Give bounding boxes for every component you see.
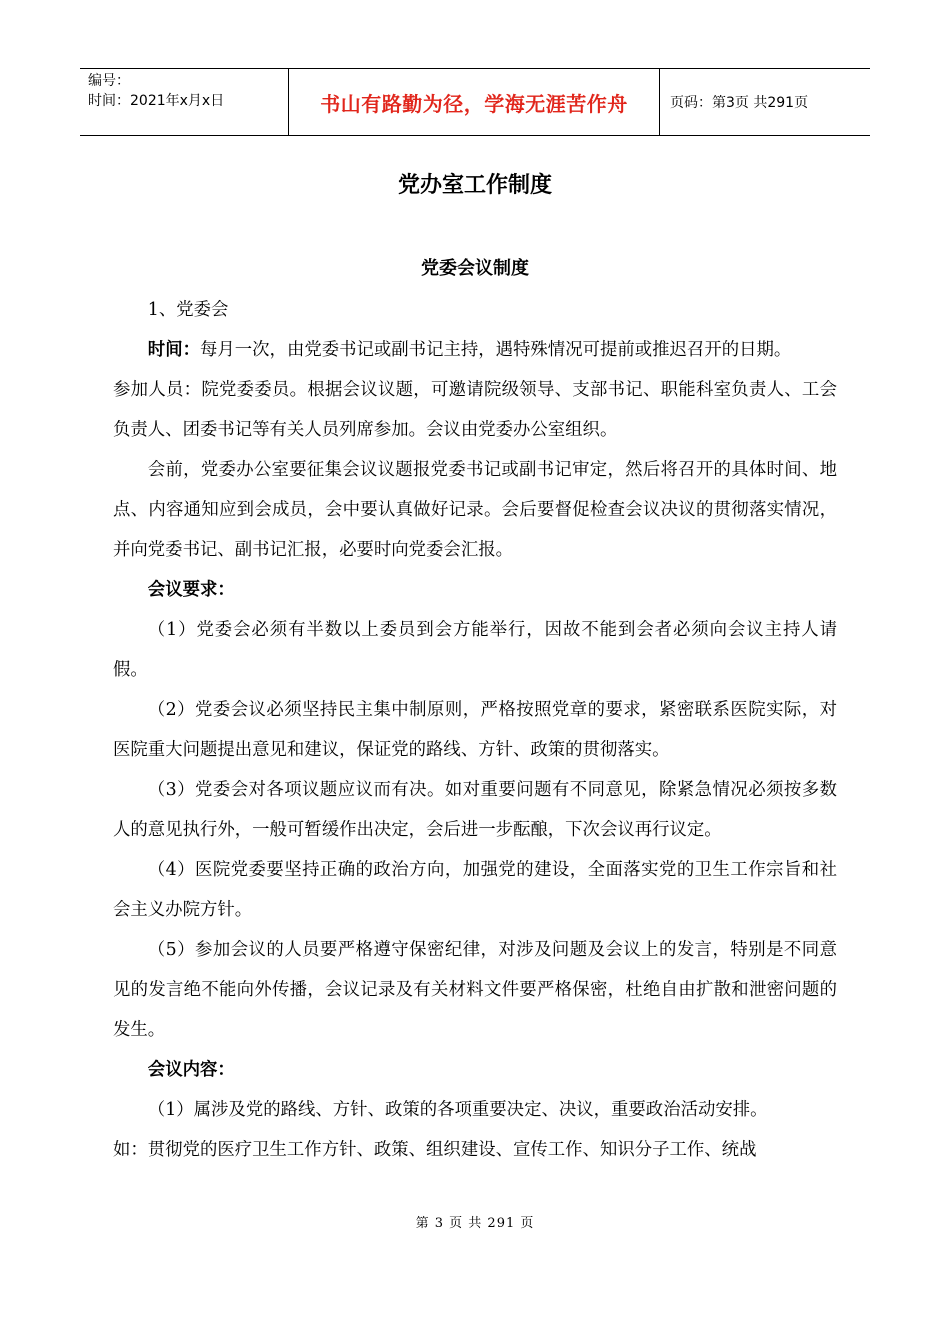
requirement-1: （1）党委会必须有半数以上委员到会方能举行，因故不能到会者必须向会议主持人请假。 bbox=[113, 620, 837, 680]
time-paragraph bbox=[113, 330, 837, 370]
time-label: 时间：2021年x月x日 bbox=[88, 93, 225, 109]
time-label-bold: 时间： bbox=[147, 340, 200, 360]
time-text: 每月一次，由党委书记或副书记主持，遇特殊情况可提前或推迟召开的日期。 bbox=[199, 340, 792, 360]
requirement-3: （3）党委会对各项议题应议而有决。如对重要问题有不同意见，除紧急情况必须按多数人的意见执行外，一般可暂缓作出决定，会后进一步酝酿，下次会议再行议定。 bbox=[113, 780, 837, 840]
header-motto: 书山有路勤为径，学海无涯苦作舟 bbox=[289, 69, 660, 136]
document-body bbox=[113, 290, 837, 1170]
requirement-2: （2）党委会议必须坚持民主集中制原则，严格按照党章的要求，紧密联系医院实际，对医院重大问题提出意见和建议，保证党的路线、方针、政策的贯彻落实。 bbox=[113, 700, 837, 760]
header-page-info: 页码：第3页 共291页 bbox=[660, 69, 871, 136]
content-heading: 会议内容： bbox=[147, 1060, 235, 1080]
page-footer: 第 3 页 共 291 页 bbox=[415, 1216, 535, 1231]
header-table bbox=[80, 68, 870, 136]
section-title: 党委会议制度 bbox=[421, 258, 529, 279]
item-heading: 1、党委会 bbox=[147, 300, 229, 320]
premeeting-paragraph: 会前，党委办公室要征集会议议题报党委书记或副书记审定，然后将召开的具体时间、地点、内容通知应到会成员，会中要认真做好记录。会后要督促检查会议决议的贯彻落实情况，并向党委书记、副书记汇报，必要时向党委会汇报。 bbox=[113, 460, 837, 560]
participants-paragraph: 参加人员：院党委委员。根据会议议题，可邀请院级领导、支部书记、职能科室负责人、工会负责人、团委书记等有关人员列席参加。会议由党委办公室组织。 bbox=[113, 380, 837, 440]
content-1-continued: 如：贯彻党的医疗卫生工作方针、政策、组织建设、宣传工作、知识分子工作、统战 bbox=[113, 1140, 757, 1160]
content-1: （1）属涉及党的路线、方针、政策的各项重要决定、决议，重要政治活动安排。 bbox=[147, 1100, 768, 1120]
document-title: 党办室工作制度 bbox=[397, 173, 552, 198]
requirement-5: （5）参加会议的人员要严格遵守保密纪律，对涉及问题及会议上的发言，特别是不同意见的发言绝不能向外传播，会议记录及有关材料文件要严格保密，杜绝自由扩散和泄密问题的发生。 bbox=[113, 940, 837, 1040]
header-meta bbox=[80, 69, 289, 136]
requirement-4: （4）医院党委要坚持正确的政治方向，加强党的建设，全面落实党的卫生工作宗旨和社会主义办院方针。 bbox=[113, 860, 837, 920]
requirements-heading: 会议要求： bbox=[147, 580, 235, 600]
number-label: 编号： bbox=[88, 73, 130, 89]
